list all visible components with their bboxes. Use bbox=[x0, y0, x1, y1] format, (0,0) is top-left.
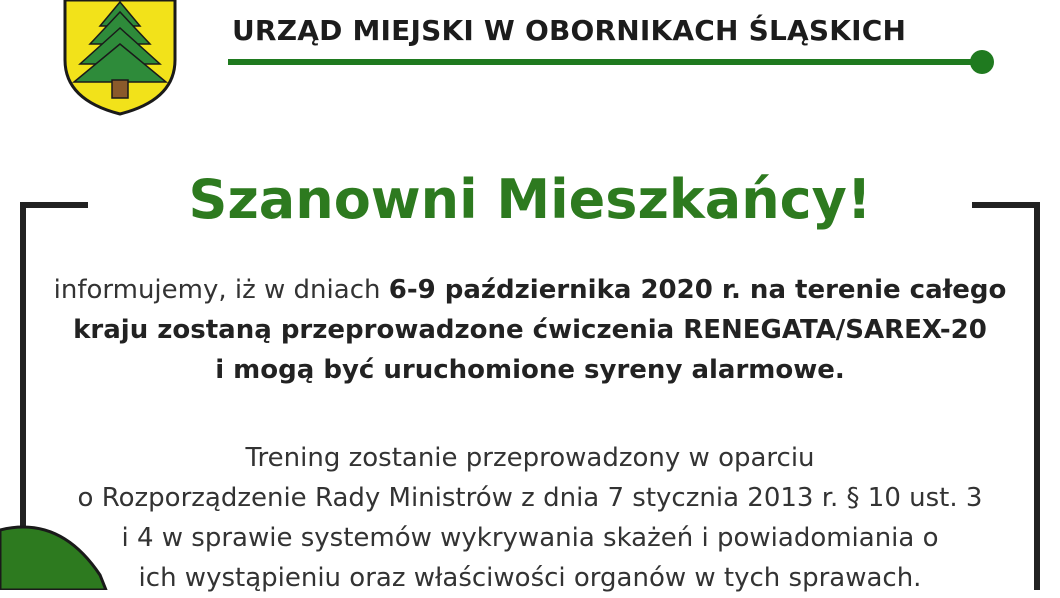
office-name: URZĄD MIEJSKI W OBORNIKACH ŚLĄSKICH bbox=[232, 14, 907, 47]
p2-line4: ich wystąpieniu oraz właściwości organów w tych sprawach. bbox=[138, 563, 922, 593]
p1-line1-normal: informujemy, iż w dniach bbox=[53, 275, 389, 305]
p1-line3: i mogą być uruchomione syreny alarmowe. bbox=[215, 355, 845, 385]
title-underline bbox=[228, 59, 980, 65]
p2-line1: Trening zostanie przeprowadzony w oparciu bbox=[245, 443, 815, 473]
p2-line3: i 4 w sprawie systemów wykrywania skażeń i powiadomiania o bbox=[121, 523, 939, 553]
greeting-heading: Szanowni Mieszkańcy! bbox=[188, 168, 872, 231]
p2-line2: o Rozporządzenie Rady Ministrów z dnia 7 stycznia 2013 r. § 10 ust. 3 bbox=[77, 483, 983, 513]
spruce-tree-crest-icon bbox=[60, 0, 180, 116]
p1-line1-bold: 6-9 października 2020 r. na terenie całego bbox=[388, 275, 1007, 305]
green-corner-decoration bbox=[0, 520, 120, 590]
p1-line2: kraju zostaną przeprowadzone ćwiczenia RENEGATA/SAREX-20 bbox=[73, 315, 987, 345]
title-underline-dot bbox=[970, 50, 994, 74]
notice-paragraph-2 bbox=[0, 438, 1060, 598]
notice-paragraph-1 bbox=[0, 270, 1060, 390]
